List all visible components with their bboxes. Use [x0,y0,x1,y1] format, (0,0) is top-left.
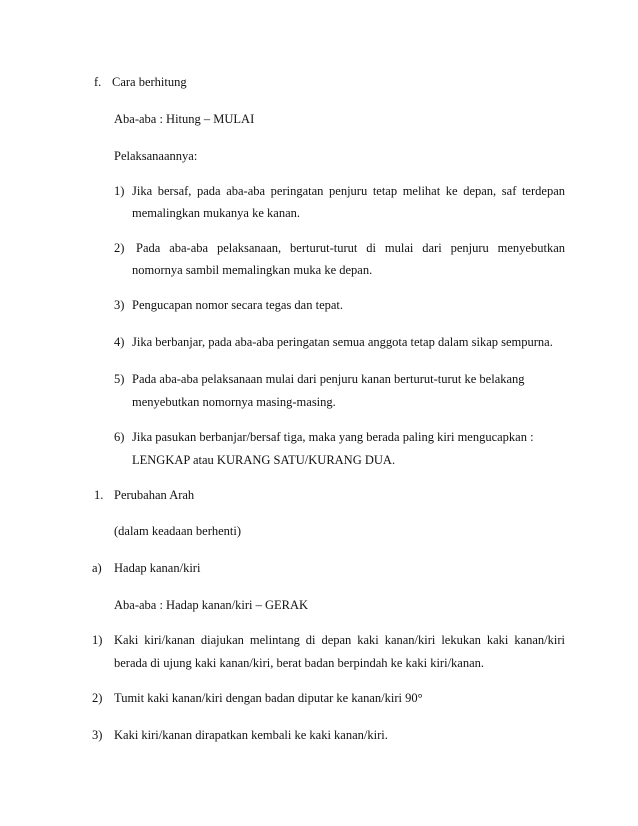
list-item-marker: 1) [114,184,125,198]
list-item-line: Pengucapan nomor secara tegas dan tepat. [132,298,344,312]
list-item-line: Jika bersaf, pada aba-aba peringatan penjuru tetap melihat ke depan, saf terdepan [132,184,565,198]
section-f-intro: Pelaksanaannya: [114,149,198,163]
list-item-line: Jika berbanjar, pada aba-aba peringatan semua anggota tetap dalam sikap sempurna. [132,335,553,349]
list-item-marker: 5) [114,372,125,386]
section-1-marker: 1. [94,488,104,502]
list-item-line: menyebutkan nomornya masing-masing. [132,395,336,409]
section-a-heading: Hadap kanan/kiri [114,561,201,575]
section-f-heading: Cara berhitung [112,75,187,89]
list-item-line: Pada aba-aba pelaksanaan mulai dari penjuru kanan berturut-turut ke belakang [132,372,525,386]
list-item-marker: 3) [114,298,125,312]
list-item-line: berada di ujung kaki kanan/kiri, berat badan berpindah ke kaki kiri/kanan. [114,656,485,670]
list-item-marker: 3) [92,728,103,742]
list-item-marker: 1) [92,633,103,647]
list-item-line: Tumit kaki kanan/kiri dengan badan diputar ke kanan/kiri 90° [114,691,423,705]
list-item-marker: 2) [92,691,103,705]
section-1-subheading: (dalam keadaan berhenti) [114,524,242,538]
list-item-line: Kaki kiri/kanan dirapatkan kembali ke kaki kanan/kiri. [114,728,388,742]
list-item-line: nomornya sambil memalingkan muka ke depan. [132,263,373,277]
section-1-heading: Perubahan Arah [114,488,195,502]
list-item-line: Jika pasukan berbanjar/bersaf tiga, maka yang berada paling kiri mengucapkan : [132,430,534,444]
section-f-command: Aba-aba : Hitung – MULAI [114,112,255,126]
list-item-marker: 2) [114,241,125,255]
section-a-command: Aba-aba : Hadap kanan/kiri – GERAK [114,598,309,612]
list-item-line: Kaki kiri/kanan diajukan melintang di depan kaki kanan/kiri lekukan kaki kanan/kiri [114,633,565,647]
section-f-marker: f. [94,75,102,89]
list-item-line: memalingkan mukanya ke kanan. [132,206,300,220]
list-item-line: Pada aba-aba pelaksanaan, berturut-turut di mulai dari penjuru menyebutkan [136,241,565,255]
list-item-marker: 4) [114,335,125,349]
list-item-marker: 6) [114,430,125,444]
section-a-marker: a) [92,561,102,575]
list-item-line: LENGKAP atau KURANG SATU/KURANG DUA. [132,453,396,467]
